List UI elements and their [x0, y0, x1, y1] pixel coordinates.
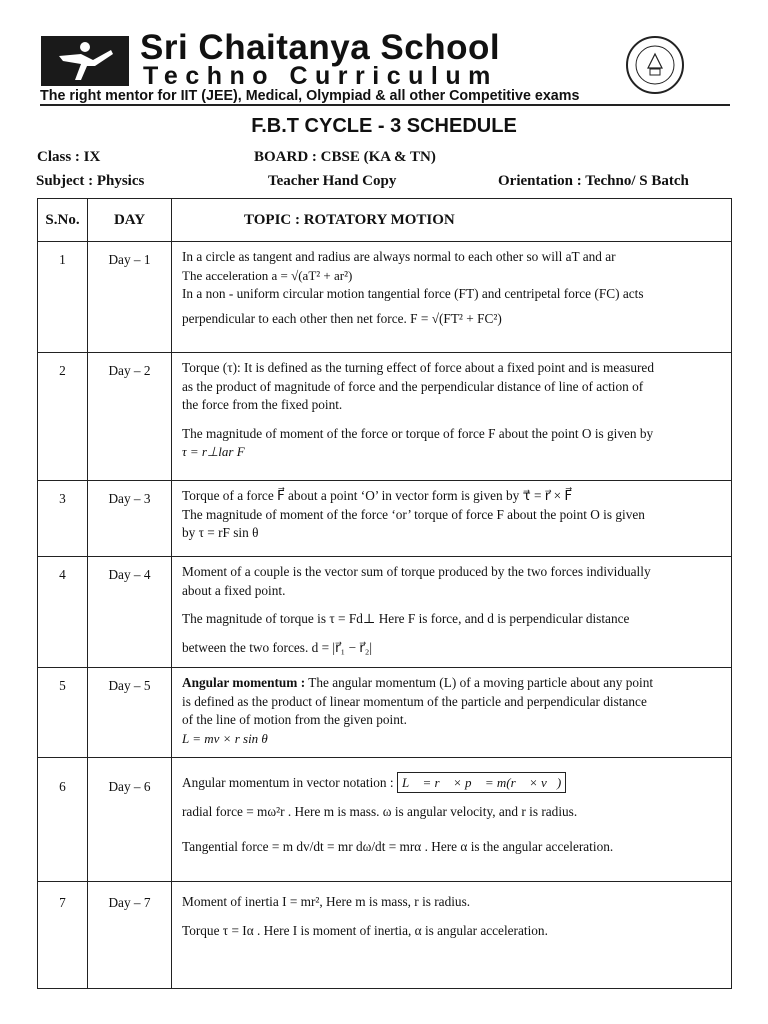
topic-line: of the line of motion from the given point.	[182, 712, 407, 727]
topic-formula: L = mv × r sin θ	[182, 730, 268, 746]
school-seal-icon	[626, 36, 684, 94]
topic-line: between the two forces. d = |r⃗₁ − r⃗₂|	[182, 639, 373, 655]
topic-line: perpendicular to each other then net force. F = √(FT² + FC²)	[182, 310, 502, 326]
topic-line: Torque of a force F⃗ about a point ‘O’ in vector form is given by τ⃗ = r⃗ × F⃗	[182, 488, 573, 503]
subject-label: Subject : Physics	[36, 173, 145, 189]
topic-line: by τ = rF sin θ	[182, 525, 259, 540]
table-row	[38, 242, 732, 353]
header-sno: S.No.	[38, 199, 88, 242]
row-day: Day – 2	[88, 353, 172, 481]
topic-line: as the product of magnitude of force and the perpendicular distance of line of action of	[182, 378, 644, 394]
topic-line: Tangential force = m dv/dt = mr dω/dt = mrα . Here α is the angular acceleration.	[182, 838, 614, 854]
row-sno: 5	[38, 668, 88, 758]
row-topic	[172, 668, 732, 758]
tagline: The right mentor for IIT (JEE), Medical, Olympiad & all other Competitive exams	[40, 88, 580, 104]
row-topic	[172, 882, 732, 989]
row-sno: 2	[38, 353, 88, 481]
table-row	[38, 758, 732, 882]
topic-bold-lead: Angular momentum :	[182, 675, 306, 690]
table-row	[38, 481, 732, 557]
table-row	[38, 557, 732, 668]
row-day: Day – 6	[88, 758, 172, 882]
topic-line: the force from the fixed point.	[182, 397, 343, 412]
row-topic	[172, 481, 732, 557]
header-divider	[40, 104, 730, 106]
row-sno: 6	[38, 758, 88, 882]
topic-line: Angular momentum in vector notation :	[182, 775, 394, 790]
row-sno: 3	[38, 481, 88, 557]
topic-line: about a fixed point.	[182, 582, 286, 598]
topic-line: The magnitude of moment of the force ‘or’ torque of force F about the point O is given	[182, 506, 645, 522]
row-sno: 7	[38, 882, 88, 989]
page-title: F.B.T CYCLE - 3 SCHEDULE	[251, 115, 517, 137]
topic-line: The magnitude of torque is τ = Fd⊥ Here F is force, and d is perpendicular distance	[182, 611, 630, 626]
row-day: Day – 1	[88, 242, 172, 353]
row-topic	[172, 758, 732, 882]
topic-line: The magnitude of moment of the force or torque of force F about the point O is given by	[182, 425, 654, 441]
table-row	[38, 882, 732, 989]
header-day: DAY	[88, 199, 172, 242]
topic-line: radial force = mω²r . Here m is mass. ω is angular velocity, and r is radius.	[182, 804, 578, 819]
table-row	[38, 668, 732, 758]
topic-line: In a non - uniform circular motion tangential force (FT) and centripetal force (FC) acts	[182, 286, 644, 301]
board-label: BOARD : CBSE (KA & TN)	[254, 149, 436, 165]
topic-line: is defined as the product of linear momentum of the particle and perpendicular distance	[182, 693, 647, 709]
header-topic: TOPIC : ROTATORY MOTION	[172, 199, 732, 242]
topic-line: Moment of a couple is the vector sum of torque produced by the two forces individually	[182, 564, 651, 579]
class-label: Class : IX	[37, 149, 101, 165]
table-header-row	[38, 199, 732, 242]
topic-formula: τ = r⊥lar F	[182, 444, 245, 459]
schedule-table	[37, 198, 732, 989]
logo-figure-icon	[41, 36, 129, 86]
row-topic	[172, 242, 732, 353]
boxed-formula: L⃗ = r⃗ × p⃗ = m(r⃗ × v⃗)	[397, 772, 566, 793]
row-sno: 4	[38, 557, 88, 668]
row-day: Day – 3	[88, 481, 172, 557]
orientation-label: Orientation : Techno/ S Batch	[498, 173, 689, 189]
row-day: Day – 5	[88, 668, 172, 758]
copy-label: Teacher Hand Copy	[268, 173, 397, 189]
school-name: Sri Chaitanya School	[140, 28, 501, 67]
table-row	[38, 353, 732, 481]
topic-line: Torque τ = Iα . Here I is moment of inertia, α is angular acceleration.	[182, 922, 548, 938]
row-sno: 1	[38, 242, 88, 353]
topic-line: Torque (τ): It is defined as the turning effect of force about a fixed point and is measured	[182, 360, 654, 375]
school-logo	[41, 36, 129, 86]
row-day: Day – 7	[88, 882, 172, 989]
row-topic	[172, 557, 732, 668]
topic-line: Moment of inertia I = mr², Here m is mass, r is radius.	[182, 894, 471, 909]
topic-formula: The acceleration a = √(aT² + ar²)	[182, 267, 353, 283]
curriculum-name: Techno Curriculum	[143, 62, 498, 90]
row-topic	[172, 353, 732, 481]
topic-line: The angular momentum (L) of a moving particle about any point	[305, 675, 654, 690]
row-day: Day – 4	[88, 557, 172, 668]
topic-line: In a circle as tangent and radius are always normal to each other so will aT and ar	[182, 249, 616, 264]
